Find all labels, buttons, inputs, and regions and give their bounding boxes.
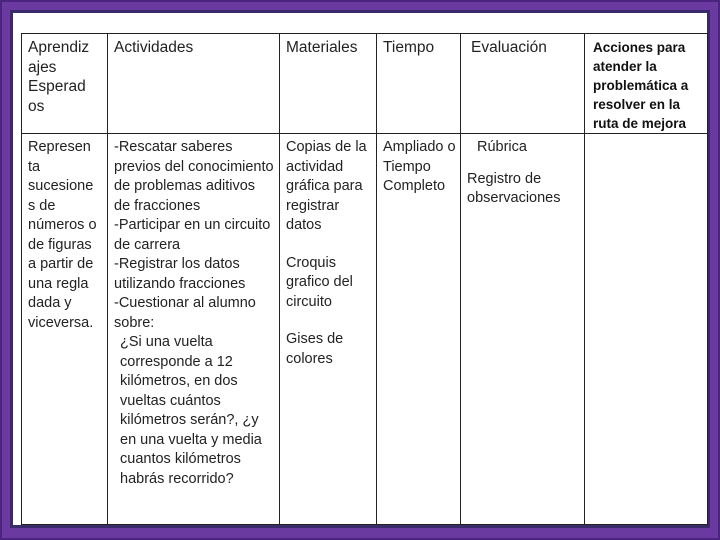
activity-item: -Rescatar saberes previos del conocimiento de problemas aditivos de fracciones (114, 139, 274, 214)
cell-aprendizajes: Represen ta sucesione s de números o de figuras a partir de una regla dada y viceversa. (22, 134, 108, 525)
activity-item: -Participar en un circuito de carrera (114, 217, 271, 253)
cell-acciones (585, 134, 708, 525)
header-aprendizajes: Aprendiz ajes Esperad os (22, 34, 108, 134)
planning-table-container (21, 33, 707, 525)
material-item: Croquis grafico del circuito (286, 254, 353, 310)
header-materiales: Materiales (280, 34, 377, 134)
cell-evaluacion (461, 134, 585, 525)
material-item: Gises de colores (286, 331, 344, 367)
evaluation-item: Registro de observaciones (467, 170, 561, 206)
activity-item: -Registrar los datos utilizando fracciones (114, 256, 246, 292)
slide-sheet (10, 10, 710, 528)
cell-materiales (280, 134, 377, 525)
header-tiempo: Tiempo (377, 34, 461, 134)
header-actividades: Actividades (108, 34, 280, 134)
material-item: Copias de la actividad gráfica para registrar datos (286, 139, 367, 233)
header-evaluacion: Evaluación (461, 34, 585, 134)
header-row (22, 34, 708, 134)
cell-actividades (108, 134, 280, 525)
cell-tiempo: Ampliado o Tiempo Completo (377, 134, 461, 525)
planning-table (21, 33, 708, 525)
activity-item: ¿Si una vuelta corresponde a 12 kilómetros, en dos vueltas cuántos kilómetros serán?, ¿y en una vuelta y media cuantos kilómetros habrás recorrido? (120, 334, 262, 487)
evaluation-item: Rúbrica (477, 139, 527, 155)
table-row (22, 134, 708, 525)
activity-item: -Cuestionar al alumno sobre: (114, 295, 256, 331)
header-acciones: Acciones para atender la problemática a resolver en la ruta de mejora (585, 34, 708, 134)
